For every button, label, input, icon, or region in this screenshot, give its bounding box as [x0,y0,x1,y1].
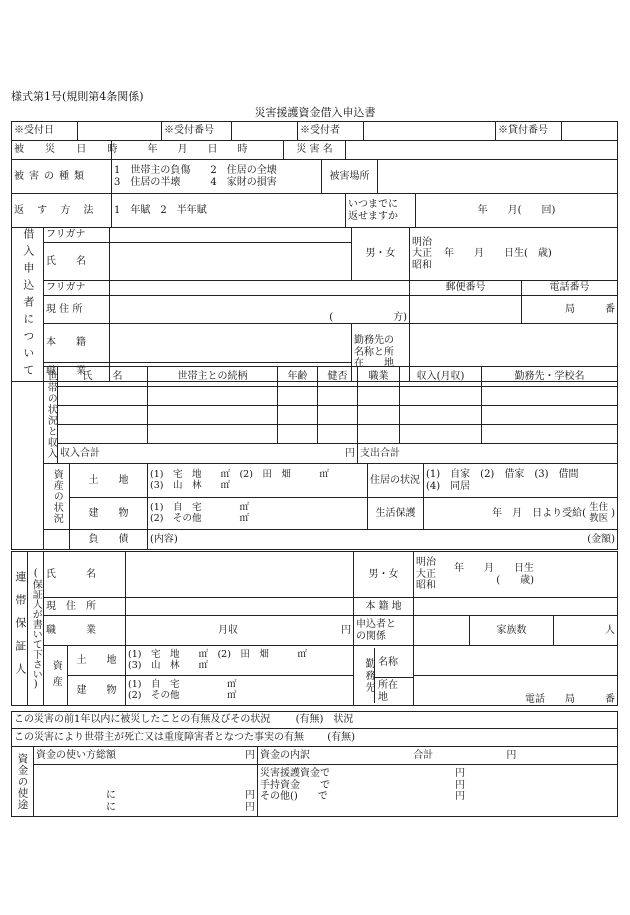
table-cell[interactable] [318,425,358,444]
guarantor-era-showa: 昭和 [416,580,436,592]
furigana-field[interactable] [110,228,352,243]
guarantor-work-place-label [375,678,413,703]
table-cell[interactable] [58,425,148,444]
guarantor-honseki-field[interactable] [414,598,618,616]
assets-side-continuation [44,530,70,550]
damage-options-line2: 3 住居の半壊 4 家財の損害 [114,176,277,188]
fund2-yen: 円 [455,779,465,791]
housing-line2: (4) 同居 [426,480,471,492]
guarantor-era-taisho: 大正 [416,568,436,580]
disaster-table [11,140,618,160]
guarantor-work-block [354,646,414,706]
household-header-relation: 世帯主との続柄 [148,367,278,387]
usage-item1-yen: 円 [245,790,255,801]
applicant-section-continuation2 [12,464,44,550]
welfare-opt2: 教医 [589,512,609,524]
family-count-label: 家族数 [470,616,554,646]
applicant-birth[interactable] [410,228,618,281]
death-value: (有無) [327,731,355,743]
table-row [12,406,618,425]
housing-line1: (1) 自家 (2) 借家 (3) 借間 [426,469,579,480]
debt-amount: (金額) [587,533,615,545]
postal-label: 郵便番号 [410,281,522,296]
table-cell[interactable] [58,387,148,406]
guarantor-side-note: (保証人が書いて下さい) [28,552,44,706]
furigana-label: フリガナ [44,228,110,243]
income-total-row[interactable] [58,444,358,464]
welfare-field[interactable]: 年 月 日より受給( 生住 教医 ) [424,498,618,530]
guarantor-sex[interactable]: 男・女 [354,552,414,598]
guarantor-relation-field[interactable] [414,616,470,646]
guarantor-table [11,551,618,706]
assets-side-label: 資産の状況 [44,464,70,530]
guarantor-address-field[interactable] [126,598,354,616]
guarantor-work-place-field[interactable] [414,676,618,706]
era-meiji: 明治 [412,236,432,248]
expense-total-label: 支出合計 [360,447,400,459]
guarantor-land-label: 土 地 [68,646,126,676]
table-cell[interactable] [358,387,400,406]
table-cell[interactable] [482,406,618,425]
era-showa: 昭和 [412,259,432,271]
guarantor-honseki-label: 本 籍 地 [354,598,414,616]
usage-total-row[interactable] [34,747,258,765]
receipt-no-field[interactable] [232,122,298,141]
table-row [12,387,618,406]
table-cell[interactable] [400,387,482,406]
welfare-label: 生活保護 [368,498,424,530]
guarantor-job-label: 職 業 [44,616,126,646]
guarantor-era-meiji: 明治 [416,557,436,569]
table-cell[interactable] [400,406,482,425]
assets-table [11,463,618,550]
table-cell[interactable] [482,387,618,406]
phone-field[interactable]: 局 番 [522,296,618,324]
work-line1: 勤務先の [354,335,394,347]
relation-line2: の関係 [356,630,386,642]
history-text: この災害の前1年以内に被災したことの有無及びその状況 [14,714,271,726]
address-field[interactable] [110,296,410,324]
guarantor-birth[interactable] [414,552,618,598]
damage-place-label: 被害場所 [322,160,378,194]
table-cell[interactable] [148,406,278,425]
receiver-field[interactable] [364,122,496,141]
land-line2: (3) 山 林 ㎡ [150,479,230,491]
repay-table [11,193,618,228]
debt-content-field[interactable] [148,530,618,550]
era-taisho: 大正 [412,248,432,260]
table-cell[interactable] [318,387,358,406]
damage-table [11,159,618,194]
job-label: 職 業 [44,363,110,382]
welfare-value: 年 月 日より受給( [492,507,587,519]
applicant-sex[interactable]: 男・女 [352,228,410,281]
welfare-opt1: 生住 [589,501,609,513]
expense-total-row[interactable] [358,444,618,464]
debt-label: 負 債 [70,530,148,550]
housing-label-text: 住居の状況 [370,474,420,486]
usage-breakdown-label: 資金の内訳 [260,749,310,761]
household-header-health: 健否 [318,367,358,387]
debt-content: (内容) [150,533,178,545]
table-cell[interactable] [358,425,400,444]
repay-method-label: 返 す 方 法 [12,194,112,228]
receipt-date-label: ※受付日 [12,122,78,141]
building-line1: (1) 自 宅 ㎡ [150,501,249,513]
work-place-line1: 所在 [378,680,398,691]
damage-type-label: 被害の種類 [12,160,112,194]
usage-item2-yen: 円 [245,801,255,813]
guarantor-income-label: 月収 [218,624,238,636]
phone-label: 電話番号 [522,281,618,296]
disaster-name-label: 災 害 名 [284,141,346,160]
table-cell[interactable] [148,425,278,444]
housing-label [368,464,424,498]
work-line2: 名称と所 [354,346,394,358]
household-header-name: 氏 名 [58,367,148,387]
guarantor-work-name-label: 名称 [375,648,413,678]
furigana2-field[interactable] [110,281,410,296]
postal-field[interactable] [410,296,522,324]
income-total-label: 収入合計 [60,447,100,459]
honseki-label: 本 籍 [44,324,110,363]
guarantor-building-label: 建 物 [68,676,126,706]
guarantor-building-field[interactable] [126,676,354,706]
usage-breakdown-row[interactable] [258,747,618,765]
repay-until-field[interactable]: 年 月( 回) [416,194,618,228]
usage-total-yen: 円 [245,749,255,761]
building-line2: (2) その他 ㎡ [150,512,249,524]
usage-total-label: 資金の使い方総額 [36,749,116,761]
loan-no-label: ※貸付番号 [496,122,562,141]
guarantor-land-line2: (3) 山 林 ㎡ [128,659,208,671]
guarantor-land-line1: (1) 宅 地 ㎡ (2) 田 畑 ㎡ [128,648,307,660]
building-label: 建 物 [70,498,148,530]
applicant-section-label: 借入申込者について [12,228,44,382]
work-line3: 在 地 [354,358,394,370]
form-title: 災害援護資金借入申込書 [254,106,376,119]
household-side-label: 世帯の状況と収入 [44,367,58,464]
guarantor-phone: 電話 局 番 [525,693,615,705]
guarantor-building-line1: (1) 自 宅 ㎡ [128,678,237,690]
honseki-field[interactable] [110,324,352,363]
fund1-yen: 円 [455,768,465,779]
household-header-workplace: 勤務先・学校名 [482,367,618,387]
death-text: この災害により世帯主が死亡又は重度障害者となつた事実の有無 [14,731,304,743]
damage-type-options[interactable] [112,160,322,194]
housing-options[interactable] [424,464,618,498]
usage-table [11,746,618,817]
building-field[interactable] [148,498,368,530]
receipt-date-field[interactable] [78,122,162,141]
guarantor-job-field[interactable] [126,616,354,646]
form-number: 様式第1号(規則第4条関係) [11,90,144,103]
fund1-label: 災害援護資金で [260,768,330,779]
guarantor-work-label: 勤務先 [363,657,374,694]
applicant-name-field[interactable] [110,243,352,281]
history-row[interactable] [12,712,618,729]
guarantor-address-label: 現 住 所 [44,598,126,616]
guarantor-income-yen: 円 [341,624,351,636]
work-place-line2: 地 [378,691,388,703]
history-value: (有無) 状況 [295,714,354,726]
death-row[interactable] [12,729,618,747]
guarantor-relation-label [354,616,414,646]
applicant-table [11,227,618,382]
household-header-income: 収入(月収) [400,367,482,387]
guarantor-name-label: 氏 名 [44,552,126,598]
usage-sum-yen: 円 [506,749,517,761]
fund2-label: 手持資金 で [260,779,330,791]
applicant-section-continuation [12,367,44,464]
relation-line1: 申込者と [356,619,396,630]
form-header-table [11,121,618,141]
address-paren: ( 方) [329,311,407,323]
usage-funds[interactable] [258,765,618,817]
household-table [11,366,618,464]
disaster-name-field[interactable] [346,141,618,160]
fund3-label: その他() で [260,791,328,802]
household-header-age: 年齢 [278,367,318,387]
birth-date: 年 月 日生( 歳) [444,248,552,260]
household-header-job: 職業 [358,367,400,387]
land-label: 土 地 [70,464,148,498]
guarantor-birth-line2: ( 歳) [496,574,534,586]
income-total-yen: 円 [345,447,355,459]
damage-options-line1: 1 世帯主の負傷 2 住居の全壊 [114,165,277,176]
table-cell[interactable] [400,425,482,444]
loan-no-field[interactable] [562,122,618,141]
disaster-datetime-field[interactable]: 年 月 日 時 [112,141,284,160]
table-cell[interactable] [278,425,318,444]
fund3-yen: 円 [455,791,465,802]
land-field[interactable] [148,464,368,498]
address-label: 現 住 所 [44,296,110,324]
guarantor-name-field[interactable] [126,552,354,598]
repay-until-line1: いつまでに [348,199,398,210]
guarantor-asset-label: 資産 [44,646,68,706]
table-cell[interactable] [358,406,400,425]
guarantor-work-name-field[interactable] [414,646,618,676]
receipt-no-label: ※受付番号 [162,122,232,141]
repay-until-label [346,194,416,228]
repay-until-line2: 返せますか [348,210,398,222]
furigana2-label: フリガナ [44,281,110,296]
table-cell[interactable] [58,406,148,425]
guarantor-land-field[interactable] [126,646,354,676]
receipt-row [12,122,618,141]
land-line1: (1) 宅 地 ㎡ (2) 田 畑 ㎡ [150,468,329,480]
disaster-datetime-label: 被 災 日 時 [12,141,112,160]
usage-item1-ni: に [106,790,116,801]
guarantor-side-label: 連帯保証人 [12,552,28,706]
family-count-field[interactable]: 人 [554,616,618,646]
damage-place-field[interactable] [378,160,618,194]
table-cell[interactable] [482,425,618,444]
applicant-name-label: 氏 名 [44,243,110,281]
usage-sum-label: 合計 [413,749,434,761]
statement-table [11,711,618,747]
table-cell[interactable] [148,387,278,406]
usage-item2-ni: に [106,801,116,813]
guarantor-building-line2: (2) その他 ㎡ [128,689,237,701]
guarantor-birth-line1: 年 月 日生 [454,563,534,574]
table-cell[interactable] [278,406,318,425]
receiver-label: ※受付者 [298,122,364,141]
table-row [12,425,618,444]
table-cell[interactable] [318,406,358,425]
usage-side-label: 資金の使途 [12,747,34,817]
usage-items[interactable] [34,765,258,817]
table-cell[interactable] [278,387,318,406]
repay-method-options[interactable]: 1 年賦 2 半年賦 [112,194,346,228]
